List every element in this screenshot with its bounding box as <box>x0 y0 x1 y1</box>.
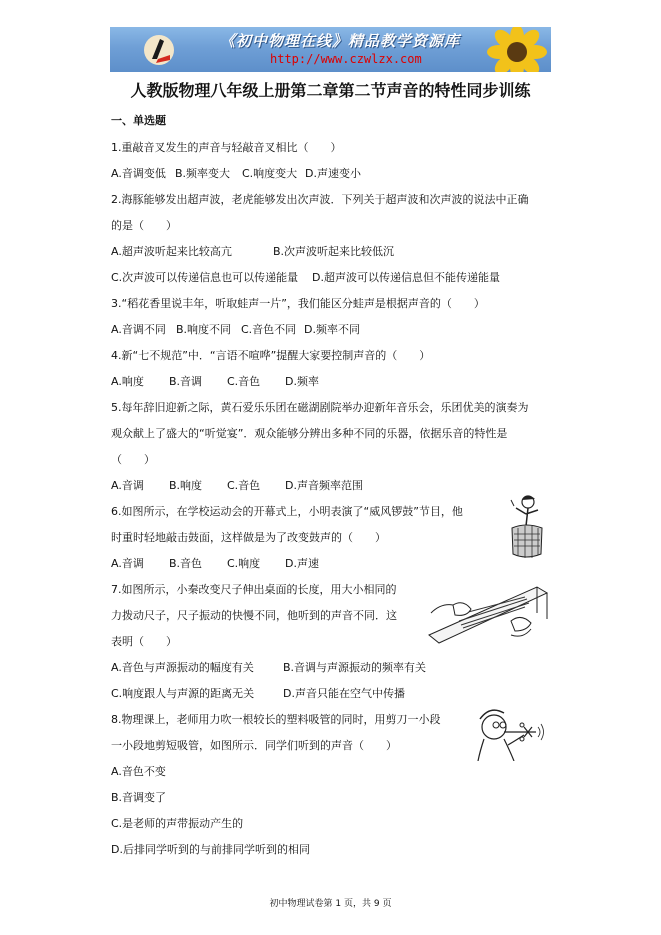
q2-options-row2 <box>111 269 500 285</box>
q7-option-a: A.音色与声源振动的幅度有关 <box>111 661 254 674</box>
q7-stem-line1: 7.如图所示，小秦改变尺子伸出桌面的长度，用大小相同的 <box>111 583 397 596</box>
banner-url: http://www.czwlzx.com <box>270 52 422 66</box>
q5-stem-line2: 观众献上了盛大的“听觉宴”．观众能够分辨出多种不同的乐器，依据乐音的特性是 <box>111 427 508 440</box>
q6-option-d: D.声速 <box>285 557 319 570</box>
q1-option-c: C.响度变大 <box>242 167 298 180</box>
ruler-on-table-figure <box>427 573 549 645</box>
q5-option-b: B.响度 <box>169 479 203 492</box>
q2-stem-line1: 2.海豚能够发出超声波，老虎能够发出次声波．下列关于超声波和次声波的说法中正确 <box>111 193 529 206</box>
page-footer: 初中物理试卷第 1 页，共 9 页 <box>269 899 392 909</box>
q6-option-a: A.音调 <box>111 557 144 570</box>
q5-options <box>111 477 363 493</box>
site-logo-icon <box>142 33 176 67</box>
q6-options <box>111 555 319 571</box>
q3-stem: 3.“稻花香里说丰年，听取蛙声一片”，我们能区分蛙声是根据声音的（ ） <box>111 297 485 310</box>
q1-option-a: A.音调变低 <box>111 167 166 180</box>
q7-options-row1 <box>111 659 426 675</box>
q3-option-d: D.频率不同 <box>304 323 360 336</box>
q5-stem-line3: （ ） <box>111 453 155 466</box>
q4-stem: 4.新“七不规范”中．“言语不喧哗”提醒大家要控制声音的（ ） <box>111 349 431 362</box>
q3-option-b: B.响度不同 <box>176 323 232 336</box>
q5-stem-line1: 5.每年辞旧迎新之际，黄石爱乐乐团在磁湖剧院举办迎新年音乐会，乐团优美的演奏为 <box>111 401 529 414</box>
q5-option-c: C.音色 <box>227 479 261 492</box>
q6-stem-line1: 6.如图所示，在学校运动会的开幕式上，小明表演了“威风锣鼓”节目，他 <box>111 505 463 518</box>
q6-option-c: C.响度 <box>227 557 261 570</box>
q3-option-a: A.音调不同 <box>111 323 166 336</box>
sunflower-icon <box>477 27 547 72</box>
q4-options <box>111 373 319 389</box>
banner-title: 《初中物理在线》精品教学资源库 <box>220 32 461 50</box>
q8-option-a: A.音色不变 <box>111 765 166 778</box>
q1-stem: 1.重敲音叉发生的声音与轻敲音叉相比（ ） <box>111 141 342 154</box>
q2-options-row1 <box>111 243 394 259</box>
q5-option-a: A.音调 <box>111 479 144 492</box>
q5-option-d: D.声音频率范围 <box>285 479 363 492</box>
teacher-blowing-straw-figure <box>474 705 546 761</box>
q4-option-d: D.频率 <box>285 375 319 388</box>
drummer-figure <box>508 492 546 560</box>
header-banner <box>110 27 551 72</box>
q2-stem-line2: 的是（ ） <box>111 219 177 232</box>
q7-option-c: C.响度跟人与声源的距离无关 <box>111 687 255 700</box>
q7-stem-line3: 表明（ ） <box>111 635 177 648</box>
q1-option-d: D.声速变小 <box>305 167 361 180</box>
q2-option-a: A.超声波听起来比较高亢 <box>111 245 232 258</box>
q8-option-d: D.后排同学听到的与前排同学听到的相同 <box>111 843 310 856</box>
q7-options-row2 <box>111 685 405 701</box>
q8-stem-line1: 8.物理课上，老师用力吹一根较长的塑料吸管的同时，用剪刀一小段 <box>111 713 441 726</box>
q8-stem-line2: 一小段地剪短吸管，如图所示．同学们听到的声音（ ） <box>111 739 397 752</box>
section-heading: 一、单选题 <box>111 114 166 127</box>
q8-option-b: B.音调变了 <box>111 791 167 804</box>
q6-stem-line2: 时重时轻地敲击鼓面，这样做是为了改变鼓声的（ ） <box>111 531 386 544</box>
q7-option-b: B.音调与声源振动的频率有关 <box>283 661 427 674</box>
q4-option-c: C.音色 <box>227 375 261 388</box>
q8-option-c: C.是老师的声带振动产生的 <box>111 817 244 830</box>
q7-stem-line2: 力拨动尺子，尺子振动的快慢不同，他听到的声音不同．这 <box>111 609 397 622</box>
q2-option-d: D.超声波可以传递信息但不能传递能量 <box>312 271 500 284</box>
page-title: 人教版物理八年级上册第二章第二节声音的特性同步训练 <box>130 81 531 100</box>
q3-option-c: C.音色不同 <box>241 323 297 336</box>
q4-option-a: A.响度 <box>111 375 144 388</box>
q6-option-b: B.音色 <box>169 557 203 570</box>
q2-option-c: C.次声波可以传递信息也可以传递能量 <box>111 271 299 284</box>
q1-options <box>111 165 361 181</box>
q1-option-b: B.频率变大 <box>175 167 231 180</box>
q2-option-b: B.次声波听起来比较低沉 <box>273 245 395 258</box>
q7-option-d: D.声音只能在空气中传播 <box>283 687 405 700</box>
q4-option-b: B.音调 <box>169 375 203 388</box>
q3-options <box>111 321 360 337</box>
